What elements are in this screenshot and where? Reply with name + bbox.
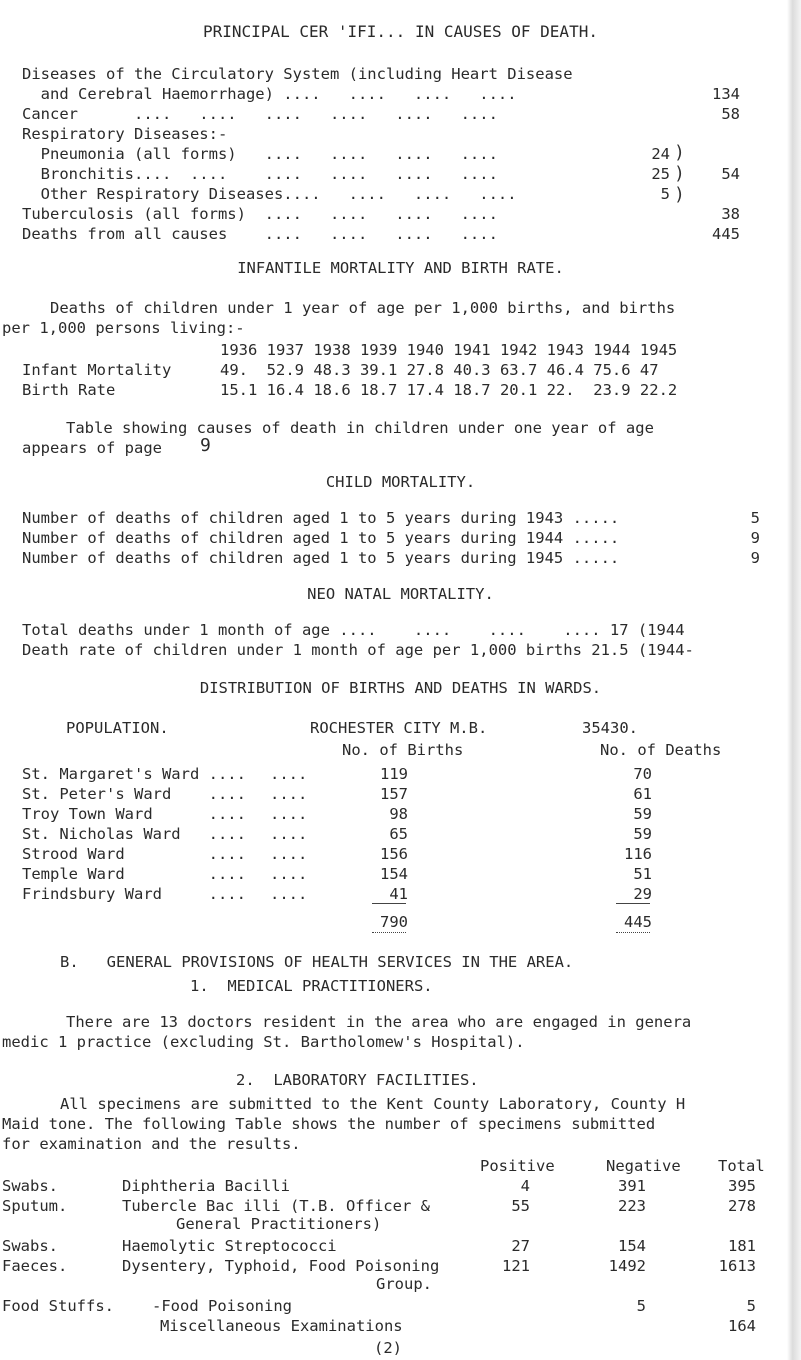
child-row: Number of deaths of children aged 1 to 5 years during 1943 ..... bbox=[22, 509, 620, 527]
lab-test: Diphtheria Bacilli bbox=[122, 1177, 290, 1195]
cause-value: 5 bbox=[660, 185, 670, 203]
ward-deaths: 59 bbox=[633, 825, 652, 843]
ward-dots: .... bbox=[270, 765, 308, 783]
ward-name: Frindsbury Ward .... bbox=[22, 885, 246, 903]
ward-births: 154 bbox=[380, 865, 408, 883]
child-heading: CHILD MORTALITY. bbox=[325, 473, 476, 491]
lab-specimen: Swabs. bbox=[2, 1177, 58, 1195]
population-place: ROCHESTER CITY M.B. bbox=[310, 719, 488, 737]
cause-label: Tuberculosis (all forms) .... .... .... .... bbox=[22, 205, 498, 223]
cause-label: Bronchitis.... .... .... .... .... .... bbox=[22, 165, 498, 183]
lab-test: Dysentery, Typhoid, Food Poisoning bbox=[122, 1257, 440, 1275]
page-heading: PRINCIPAL CER 'IFI... IN CAUSES OF DEATH. bbox=[203, 22, 598, 41]
lab-positive: 55 bbox=[511, 1197, 530, 1215]
brace-icon: ) ) ) bbox=[674, 142, 685, 205]
lab-total: 164 bbox=[728, 1317, 756, 1335]
section-b2-heading: 2. LABORATORY FACILITIES. bbox=[236, 1071, 479, 1089]
deaths-total-rule bbox=[616, 903, 650, 904]
cause-label: Respiratory Diseases:- bbox=[22, 125, 228, 143]
ward-name: Temple Ward .... bbox=[22, 865, 246, 883]
deaths-double-rule bbox=[616, 932, 650, 933]
total-deaths: 445 bbox=[624, 913, 652, 931]
table-note: appears of page bbox=[22, 439, 162, 457]
lab-test: Tubercle Bac illi (T.B. Officer & bbox=[122, 1197, 430, 1215]
cause-value: 24 bbox=[651, 145, 670, 163]
lab-specimen: Food Stuffs. bbox=[2, 1297, 114, 1315]
ward-deaths: 70 bbox=[633, 765, 652, 783]
cause-label: Pneumonia (all forms) .... .... .... .... bbox=[22, 145, 498, 163]
lab-col-total: Total bbox=[718, 1157, 765, 1175]
years-row: 1936 1937 1938 1939 1940 1941 1942 1943 1944 1945 bbox=[220, 341, 678, 359]
respiratory-total: 54 bbox=[721, 165, 740, 183]
b2-text: Maid tone. The following Table shows the number of specimens submitted bbox=[2, 1115, 656, 1133]
cause-value: 25 bbox=[651, 165, 670, 183]
child-row: Number of deaths of children aged 1 to 5 years during 1945 ..... bbox=[22, 549, 620, 567]
cause-value: 38 bbox=[721, 205, 740, 223]
lab-positive: 27 bbox=[511, 1237, 530, 1255]
ward-deaths: 59 bbox=[633, 805, 652, 823]
b2-text: for examination and the results. bbox=[2, 1135, 301, 1153]
ward-name: Troy Town Ward .... bbox=[22, 805, 246, 823]
lab-test-continued: General Practitioners) bbox=[176, 1215, 382, 1233]
infant-heading: INFANTILE MORTALITY AND BIRTH RATE. bbox=[237, 259, 564, 277]
ward-births: 157 bbox=[380, 785, 408, 803]
ward-deaths: 51 bbox=[633, 865, 652, 883]
lab-negative: 223 bbox=[618, 1197, 646, 1215]
cause-value: 445 bbox=[712, 225, 740, 243]
ward-dots: .... bbox=[270, 825, 308, 843]
ward-dots: .... bbox=[270, 805, 308, 823]
ward-name: Strood Ward .... bbox=[22, 845, 246, 863]
distribution-heading: DISTRIBUTION OF BIRTHS AND DEATHS IN WARDS. bbox=[199, 679, 602, 697]
ward-deaths: 61 bbox=[633, 785, 652, 803]
births-double-rule bbox=[372, 932, 406, 933]
lab-col-positive: Positive bbox=[480, 1157, 555, 1175]
section-b1-heading: 1. MEDICAL PRACTITIONERS. bbox=[190, 977, 433, 995]
total-births: 790 bbox=[380, 913, 408, 931]
lab-test-continued: Group. bbox=[376, 1275, 432, 1293]
ward-dots: .... bbox=[270, 845, 308, 863]
section-b-heading: B. GENERAL PROVISIONS OF HEALTH SERVICES IN THE AREA. bbox=[60, 953, 574, 971]
lab-positive: 4 bbox=[520, 1177, 530, 1195]
cause-value: 58 bbox=[721, 105, 740, 123]
neo-row: Total deaths under 1 month of age .... .... .... .... 17 (1944 bbox=[22, 621, 685, 639]
lab-specimen: Faeces. bbox=[2, 1257, 68, 1275]
ward-dots: .... bbox=[270, 865, 308, 883]
lab-total: 1613 bbox=[718, 1257, 756, 1275]
cause-label: and Cerebral Haemorrhage) .... .... .... .... bbox=[22, 85, 517, 103]
lab-total: 5 bbox=[746, 1297, 756, 1315]
lab-test: -Food Poisoning bbox=[152, 1297, 292, 1315]
cause-value: 134 bbox=[712, 85, 740, 103]
infant-intro: per 1,000 persons living:- bbox=[2, 319, 245, 337]
birth-row-label: Birth Rate bbox=[22, 381, 116, 399]
infant-row-values: 49. 52.9 48.3 39.1 27.8 40.3 63.7 46.4 75.6 47 bbox=[220, 361, 659, 379]
cause-label: Diseases of the Circulatory System (including Heart Disease bbox=[22, 65, 573, 83]
lab-test: Haemolytic Streptococci bbox=[122, 1237, 337, 1255]
cause-label: Cancer .... .... .... .... .... .... bbox=[22, 105, 498, 123]
ward-dots: .... bbox=[270, 785, 308, 803]
ward-deaths: 29 bbox=[633, 885, 652, 903]
cause-label: Other Respiratory Diseases.... .... .... .... bbox=[22, 185, 517, 203]
lab-negative: 154 bbox=[618, 1237, 646, 1255]
ward-births: 41 bbox=[389, 885, 408, 903]
page-edge-shadow bbox=[787, 0, 801, 1360]
ward-births: 98 bbox=[389, 805, 408, 823]
child-row-value: 5 bbox=[750, 509, 760, 527]
lab-specimen: Sputum. bbox=[2, 1197, 68, 1215]
lab-negative: 5 bbox=[636, 1297, 646, 1315]
table-note: Table showing causes of death in children under one year of age bbox=[66, 419, 654, 437]
births-total-rule bbox=[372, 903, 406, 904]
b1-text: medic 1 practice (excluding St. Bartholomew's Hospital). bbox=[2, 1033, 525, 1051]
ward-name: St. Margaret's Ward .... bbox=[22, 765, 246, 783]
neo-row: Death rate of children under 1 month of age per 1,000 births 21.5 (1944- bbox=[22, 641, 694, 659]
lab-specimen: Swabs. bbox=[2, 1237, 58, 1255]
child-row-value: 9 bbox=[750, 529, 760, 547]
col-births-header: No. of Births bbox=[342, 741, 464, 759]
cause-label: Deaths from all causes .... .... .... .... bbox=[22, 225, 498, 243]
child-row-value: 9 bbox=[750, 549, 760, 567]
page-number: (2) bbox=[374, 1339, 402, 1357]
table-note-page: 9 bbox=[200, 435, 211, 456]
b2-text: All specimens are submitted to the Kent County Laboratory, County H bbox=[60, 1095, 686, 1113]
lab-total: 278 bbox=[728, 1197, 756, 1215]
lab-negative: 1492 bbox=[608, 1257, 646, 1275]
b1-text: There are 13 doctors resident in the area who are engaged in genera bbox=[66, 1013, 692, 1031]
lab-col-negative: Negative bbox=[606, 1157, 681, 1175]
ward-dots: .... bbox=[270, 885, 308, 903]
lab-positive: 121 bbox=[502, 1257, 530, 1275]
lab-total: 181 bbox=[728, 1237, 756, 1255]
lab-total: 395 bbox=[728, 1177, 756, 1195]
infant-intro: Deaths of children under 1 year of age per 1,000 births, and births bbox=[50, 299, 676, 317]
col-deaths-header: No. of Deaths bbox=[600, 741, 722, 759]
ward-name: St. Nicholas Ward .... bbox=[22, 825, 246, 843]
ward-births: 65 bbox=[389, 825, 408, 843]
population-label: POPULATION. bbox=[66, 719, 169, 737]
birth-row-values: 15.1 16.4 18.6 18.7 17.4 18.7 20.1 22. 23.9 22.2 bbox=[220, 381, 678, 399]
ward-births: 156 bbox=[380, 845, 408, 863]
population-value: 35430. bbox=[582, 719, 638, 737]
ward-births: 119 bbox=[380, 765, 408, 783]
lab-negative: 391 bbox=[618, 1177, 646, 1195]
ward-deaths: 116 bbox=[624, 845, 652, 863]
lab-test: Miscellaneous Examinations bbox=[160, 1317, 403, 1335]
ward-name: St. Peter's Ward .... bbox=[22, 785, 246, 803]
infant-row-label: Infant Mortality bbox=[22, 361, 172, 379]
neo-heading: NEO NATAL MORTALITY. bbox=[307, 585, 494, 603]
child-row: Number of deaths of children aged 1 to 5 years during 1944 ..... bbox=[22, 529, 620, 547]
